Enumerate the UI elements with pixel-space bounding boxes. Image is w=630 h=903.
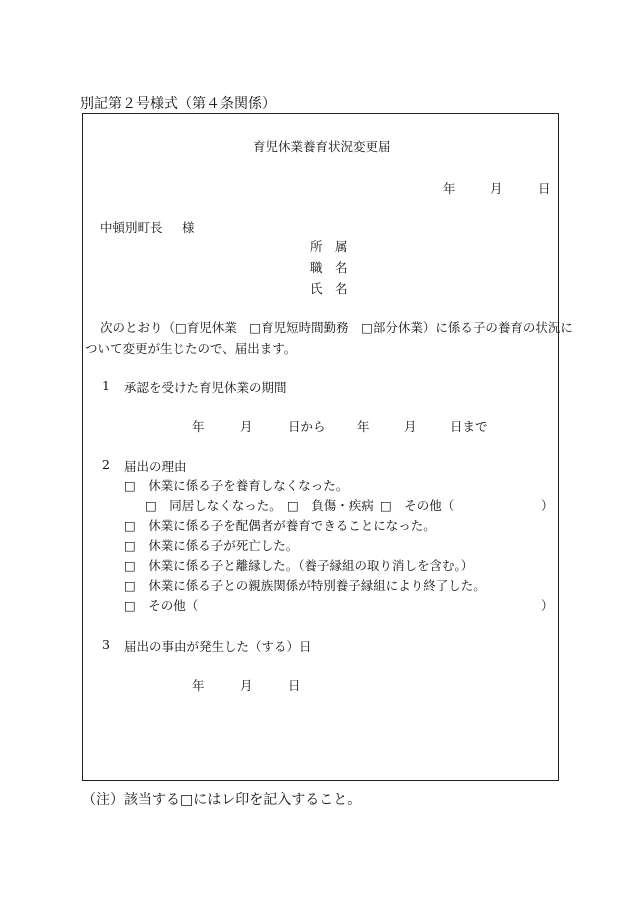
reason-child-deceased[interactable]: □ 休業に係る子が死亡した。 <box>124 538 299 553</box>
form-frame <box>82 113 559 781</box>
period-start-month: 月 <box>240 419 253 434</box>
period-start-year: 年 <box>192 419 205 434</box>
event-date-year: 年 <box>192 678 205 693</box>
sub-reason-injury-illness[interactable]: □ 負傷・疾病 <box>287 498 374 513</box>
field-position: 職 名 <box>310 260 348 275</box>
reason-other-close: ） <box>541 598 554 613</box>
sub-reason-other-close: ） <box>541 498 554 513</box>
section1-title: 承認を受けた育児休業の期間 <box>124 380 287 395</box>
period-start-day: 日から <box>288 419 326 434</box>
event-date-day: 日 <box>288 678 301 693</box>
reason-special-adoption[interactable]: □ 休業に係る子との親族関係が特別養子縁組により終了した。 <box>124 578 486 593</box>
field-affiliation: 所 属 <box>310 239 348 254</box>
intro-line-1: 次のとおり（□育児休業 □育児短時間勤務 □部分休業）に係る子の養育の状況に <box>100 320 573 335</box>
reason-dissolved-adoption[interactable]: □ 休業に係る子と離縁した。（養子縁組の取り消しを含む。） <box>124 558 474 573</box>
section2-title: 届出の理由 <box>124 459 187 474</box>
period-end-year: 年 <box>357 419 370 434</box>
period-end-month: 月 <box>404 419 417 434</box>
intro-line-2: ついて変更が生じたので、届出ます。 <box>85 341 297 356</box>
date-day: 日 <box>538 181 551 196</box>
section3-number: 3 <box>102 637 110 652</box>
field-name: 氏 名 <box>310 281 348 296</box>
footer-note: （注）該当する□にはレ印を記入すること。 <box>82 792 362 808</box>
period-end-day: 日まで <box>450 419 488 434</box>
date-month: 月 <box>490 181 503 196</box>
section1-number: 1 <box>102 378 110 393</box>
event-date-month: 月 <box>240 678 253 693</box>
form-number-header: 別記第２号様式（第４条関係） <box>80 96 276 112</box>
form-title: 育児休業養育状況変更届 <box>253 139 391 154</box>
section2-number: 2 <box>102 457 110 472</box>
sub-reason-not-cohabiting[interactable]: □ 同居しなくなった。 <box>145 498 282 513</box>
sub-reason-other[interactable]: □ その他（ <box>380 498 455 513</box>
reason-other[interactable]: □ その他（ <box>124 598 199 613</box>
addressee-name: 中頓別町長 <box>100 220 163 235</box>
addressee-honorific: 様 <box>182 220 195 235</box>
date-year: 年 <box>443 181 456 196</box>
reason-spouse-can-raise[interactable]: □ 休業に係る子を配偶者が養育できることになった。 <box>124 518 436 533</box>
section3-title: 届出の事由が発生した（する）日 <box>124 639 312 654</box>
reason-no-longer-raising[interactable]: □ 休業に係る子を養育しなくなった。 <box>124 478 349 493</box>
